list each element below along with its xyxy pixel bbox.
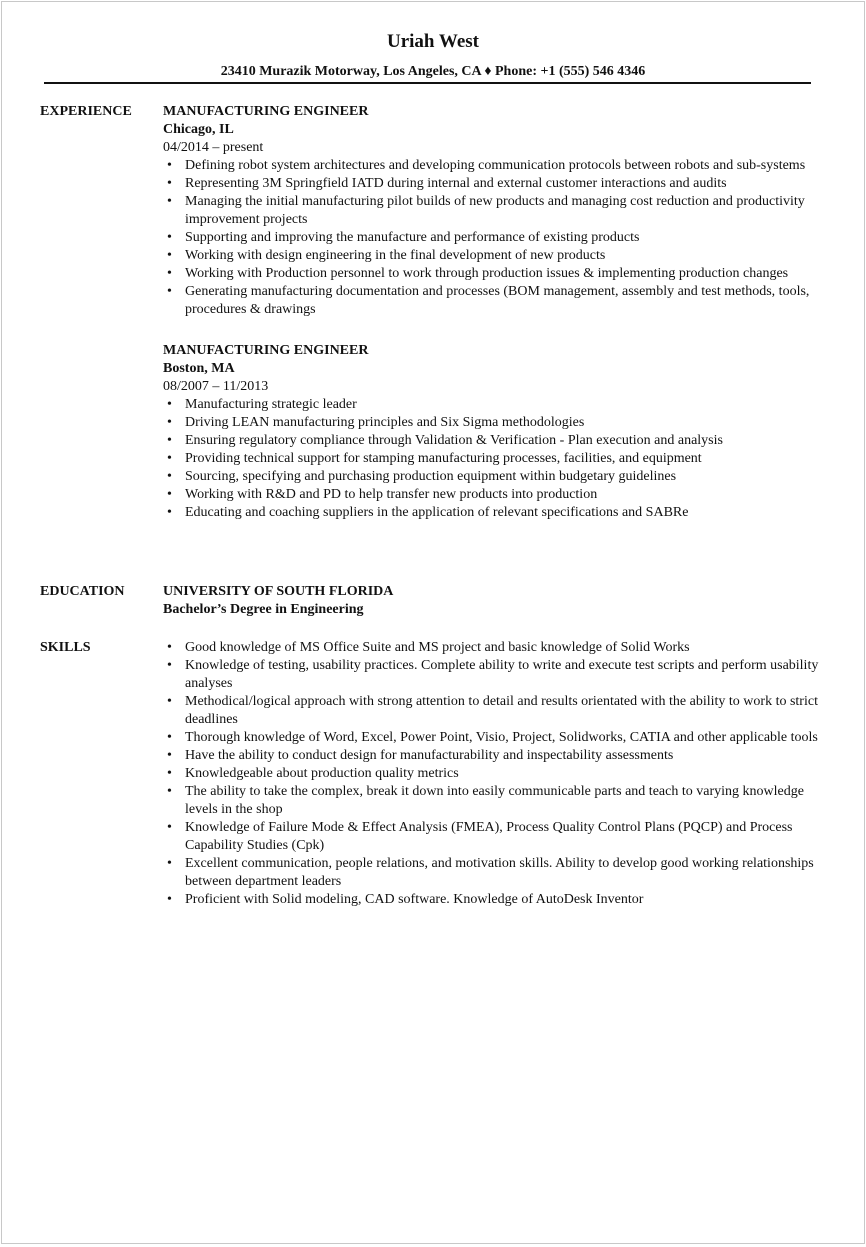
job-bullet: • Sourcing, specifying and purchasing production equipment within budgetary guidelines	[163, 468, 823, 486]
job-location: Boston, MA	[163, 361, 235, 376]
job-title: MANUFACTURING ENGINEER	[163, 104, 369, 119]
education-body	[163, 583, 823, 619]
job-bullet: • Representing 3M Springfield IATD during internal and external customer interactions and audits	[163, 175, 823, 193]
resume-page	[1, 1, 865, 1244]
job-title: MANUFACTURING ENGINEER	[163, 343, 369, 358]
skill-item: • Proficient with Solid modeling, CAD software. Knowledge of AutoDesk Inventor	[163, 891, 823, 909]
job-entry	[163, 103, 823, 319]
skill-item: • Thorough knowledge of Word, Excel, Power Point, Visio, Project, Solidworks, CATIA and other applicable tools	[163, 729, 823, 747]
skill-item: • The ability to take the complex, break it down into easily communicable parts and teach to varying knowledge levels in the shop	[163, 783, 823, 819]
candidate-name: Uriah West	[386, 31, 479, 52]
job-bullet: • Driving LEAN manufacturing principles and Six Sigma methodologies	[163, 414, 823, 432]
job-bullet: • Generating manufacturing documentation and processes (BOM management, assembly and test methods, tools, procedures & drawings	[163, 283, 823, 319]
job-dates: 08/2007 – 11/2013	[163, 379, 269, 394]
skill-item: • Knowledge of Failure Mode & Effect Analysis (FMEA), Process Quality Control Plans (PQCP) and Process Capability Studies (Cpk)	[163, 819, 823, 855]
job-bullet: • Working with Production personnel to work through production issues & implementing production changes	[163, 265, 823, 283]
job-bullet: • Ensuring regulatory compliance through Validation & Verification - Plan execution and analysis	[163, 432, 823, 450]
experience-heading: EXPERIENCE	[40, 104, 132, 119]
school-name: UNIVERSITY OF SOUTH FLORIDA	[163, 584, 394, 599]
education-heading: EDUCATION	[40, 584, 125, 599]
contact-line: 23410 Murazik Motorway, Los Angeles, CA ♦ Phone: +1 (555) 546 4346	[220, 64, 646, 79]
degree: Bachelor’s Degree in Engineering	[163, 602, 364, 617]
skills-list	[163, 639, 823, 909]
skills-body	[163, 639, 823, 909]
job-bullets	[163, 396, 823, 522]
skill-item: • Good knowledge of MS Office Suite and MS project and basic knowledge of Solid Works	[163, 639, 823, 657]
experience-body	[163, 103, 823, 522]
skill-item: • Have the ability to conduct design for manufacturability and inspectability assessments	[163, 747, 823, 765]
job-bullet: • Educating and coaching suppliers in the application of relevant specifications and SABRe	[163, 504, 823, 522]
job-dates: 04/2014 – present	[163, 140, 264, 155]
job-bullet: • Manufacturing strategic leader	[163, 396, 823, 414]
skill-item: • Knowledge of testing, usability practices. Complete ability to write and execute test scripts and perform usability analyses	[163, 657, 823, 693]
job-bullet: • Working with design engineering in the final development of new products	[163, 247, 823, 265]
job-bullet: • Supporting and improving the manufacture and performance of existing products	[163, 229, 823, 247]
job-bullet: • Managing the initial manufacturing pilot builds of new products and managing cost reduction and productivity improvement projects	[163, 193, 823, 229]
skill-item: • Excellent communication, people relations, and motivation skills. Ability to develop good working relationships between department leaders	[163, 855, 823, 891]
skill-item: • Methodical/logical approach with strong attention to detail and results orientated with the ability to work to strict deadlines	[163, 693, 823, 729]
header-divider	[44, 82, 811, 84]
job-bullet: • Working with R&D and PD to help transfer new products into production	[163, 486, 823, 504]
job-bullets	[163, 157, 823, 319]
skill-item: • Knowledgeable about production quality metrics	[163, 765, 823, 783]
job-bullet: • Providing technical support for stamping manufacturing processes, facilities, and equipment	[163, 450, 823, 468]
job-location: Chicago, IL	[163, 122, 234, 137]
job-bullet: • Defining robot system architectures and developing communication protocols between robots and sub-systems	[163, 157, 823, 175]
job-entry	[163, 342, 823, 522]
skills-heading: SKILLS	[40, 640, 91, 655]
